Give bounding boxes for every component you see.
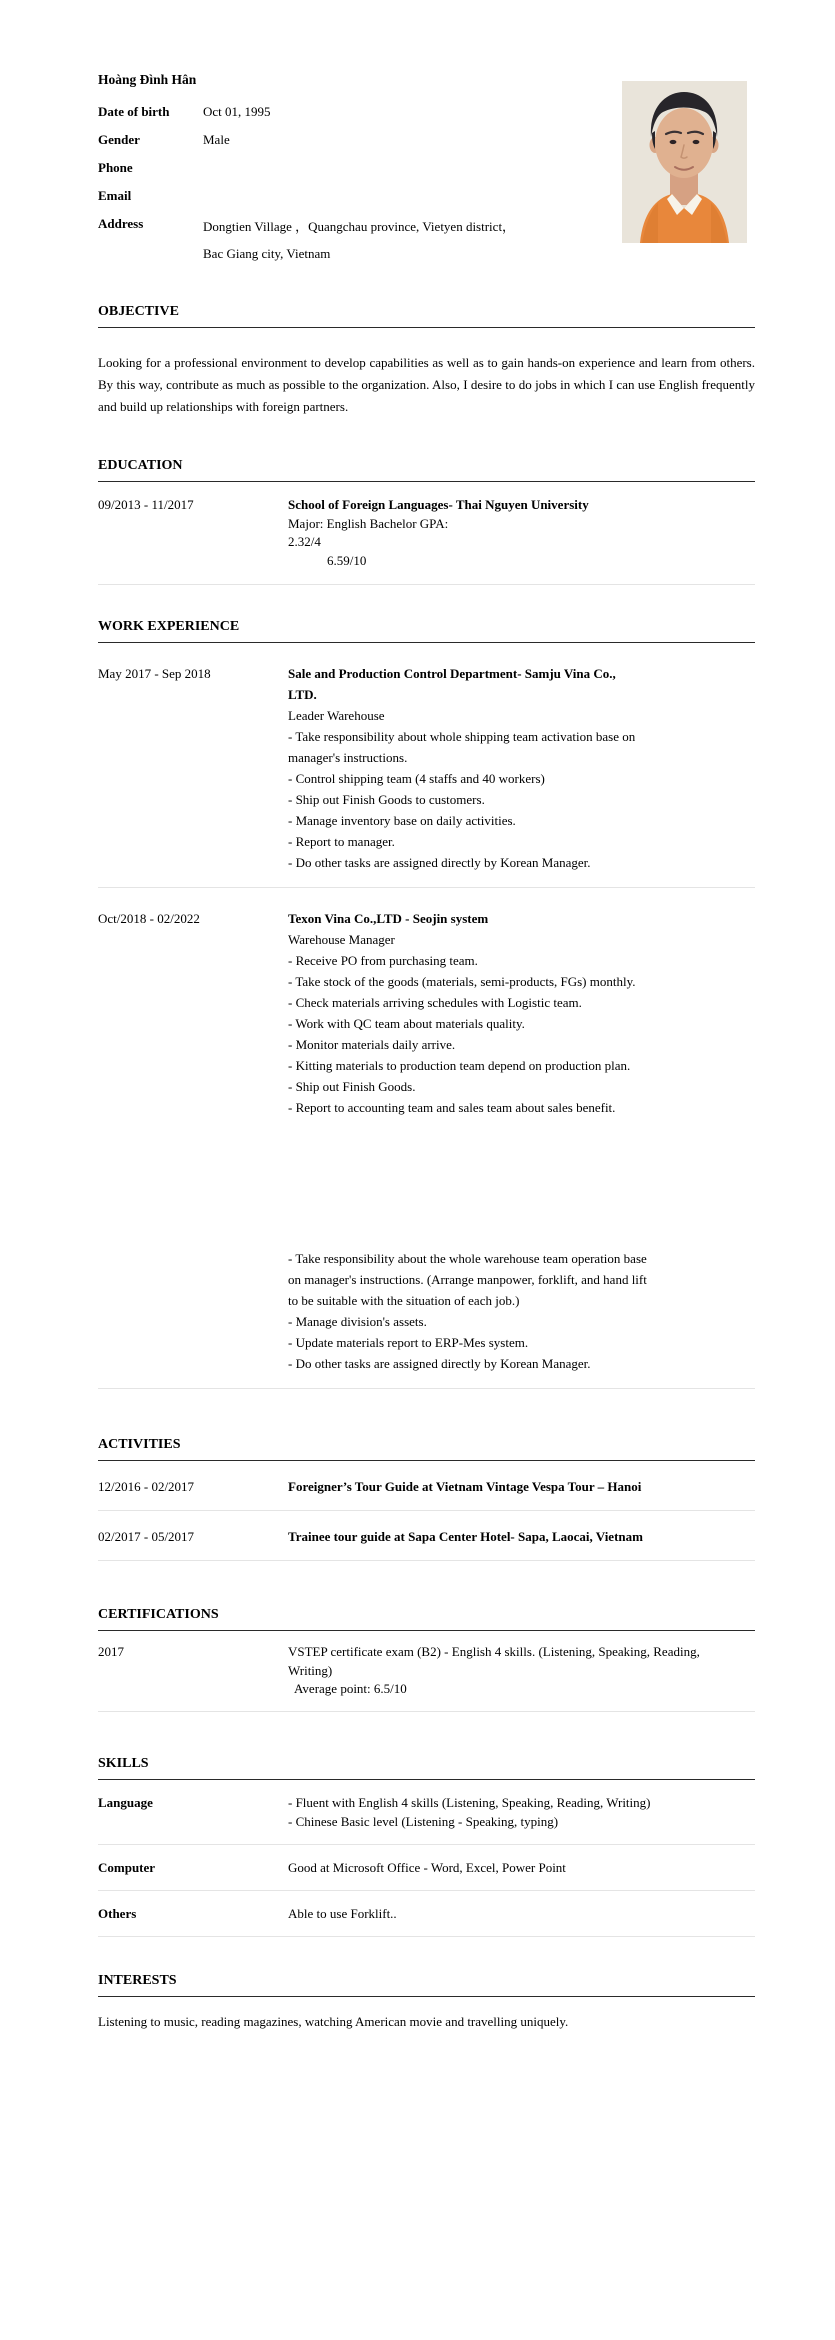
school-name: School of Foreign Languages- Thai Nguyen University bbox=[288, 497, 589, 512]
job-bullet: - Kitting materials to production team depend on production plan. bbox=[288, 1058, 631, 1073]
job-bullet: - Ship out Finish Goods. bbox=[288, 1079, 416, 1094]
section-title: EDUCATION bbox=[98, 458, 755, 482]
job-duties bbox=[288, 726, 660, 873]
info-row-phone bbox=[98, 160, 755, 176]
info-row-address bbox=[98, 216, 755, 262]
entry-date: 02/2017 - 05/2017 bbox=[98, 1529, 195, 1544]
section-title: WORK EXPERIENCE bbox=[98, 619, 755, 643]
entry-date: 2017 bbox=[98, 1644, 124, 1659]
skill-row-computer bbox=[98, 1845, 755, 1890]
job-company: Texon Vina Co.,LTD - Seojin system bbox=[288, 911, 489, 926]
skill-body bbox=[288, 1793, 755, 1831]
job-duties-continued bbox=[288, 1248, 660, 1374]
job-bullet: - Receive PO from purchasing team. bbox=[288, 953, 478, 968]
job-company: Sale and Production Control Department- Samju Vina Co., bbox=[288, 666, 616, 681]
resume-content bbox=[98, 0, 755, 2032]
job-bullet: - Update materials report to ERP-Mes system. bbox=[288, 1335, 529, 1350]
skill-body bbox=[288, 1858, 755, 1877]
entry-body bbox=[288, 908, 755, 1374]
job-bullet: - Check materials arriving schedules with Logistic team. bbox=[288, 995, 582, 1010]
certification-entry bbox=[98, 1631, 755, 1711]
info-value: Oct 01, 1995 bbox=[203, 104, 271, 119]
info-label: Address bbox=[98, 216, 144, 231]
info-row-email bbox=[98, 188, 755, 204]
entry-date: 12/2016 - 02/2017 bbox=[98, 1479, 195, 1494]
skill-body bbox=[288, 1904, 755, 1923]
divider bbox=[98, 1711, 755, 1712]
section-title: ACTIVITIES bbox=[98, 1437, 755, 1461]
skill-row-others bbox=[98, 1891, 755, 1936]
job-bullet: - Take responsibility about whole shipping team activation base on manager's instructions. bbox=[288, 729, 636, 765]
skill-line: Good at Microsoft Office - Word, Excel, Power Point bbox=[288, 1859, 566, 1875]
section-objective bbox=[98, 304, 755, 418]
objective-text: Looking for a professional environment to develop capabilities as well as to gain hands-on experience and learn from others. By this way, contribute as much as possible to the organization. Also, I desire to do jobs in which I can use English frequently and build up relationships with foreign partners. bbox=[98, 355, 755, 414]
skill-line: - Fluent with English 4 skills (Listening, Speaking, Reading, Writing) bbox=[288, 1794, 651, 1810]
section-work-experience bbox=[98, 619, 755, 1389]
job-bullet: - Do other tasks are assigned directly by Korean Manager. bbox=[288, 1356, 591, 1371]
info-label: Gender bbox=[98, 132, 140, 147]
job-role: Warehouse Manager bbox=[288, 932, 395, 947]
entry-date: 09/2013 - 11/2017 bbox=[98, 497, 194, 512]
job-bullet: - Manage division's assets. bbox=[288, 1314, 427, 1329]
skill-label: Others bbox=[98, 1905, 137, 1921]
job-entry-1 bbox=[98, 663, 755, 873]
job-bullet: - Take stock of the goods (materials, semi-products, FGs) monthly. bbox=[288, 974, 636, 989]
info-value bbox=[203, 216, 515, 262]
page-break-gap bbox=[288, 1118, 755, 1248]
section-interests bbox=[98, 1973, 755, 2032]
section-activities bbox=[98, 1437, 755, 1561]
certification-average: Average point: 6.5/10 bbox=[294, 1681, 407, 1696]
section-certifications bbox=[98, 1607, 755, 1712]
job-entry-2 bbox=[98, 908, 755, 1374]
info-row-gender bbox=[98, 132, 755, 148]
candidate-name: Hoàng Đình Hân bbox=[98, 72, 197, 87]
entry-body bbox=[288, 1643, 755, 1699]
skill-row-language bbox=[98, 1780, 755, 1844]
activity-title: Foreigner’s Tour Guide at Vietnam Vintage Vespa Tour – Hanoi bbox=[288, 1479, 642, 1494]
info-label: Email bbox=[98, 188, 132, 203]
job-duties bbox=[288, 950, 660, 1118]
job-bullet: - Take responsibility about the whole warehouse team operation base on manager's instructions. (Arrange manpower, forklift, and hand lift to be suitable with the situation of each job.) bbox=[288, 1251, 647, 1308]
entry-body bbox=[288, 663, 755, 873]
section-skills bbox=[98, 1756, 755, 1937]
job-bullet: - Control shipping team (4 staffs and 40 workers) bbox=[288, 771, 545, 786]
divider bbox=[98, 1560, 755, 1561]
skill-line: Able to use Forklift.. bbox=[288, 1905, 397, 1921]
job-company-cont: LTD. bbox=[288, 687, 317, 702]
certification-text: VSTEP certificate exam (B2) - English 4 skills. (Listening, Speaking, Reading, Writing) bbox=[288, 1644, 700, 1678]
activity-entry-1 bbox=[98, 1461, 755, 1510]
interests-text: Listening to music, reading magazines, watching American movie and travelling uniquely. bbox=[98, 2013, 569, 2029]
entry-date: May 2017 - Sep 2018 bbox=[98, 666, 211, 681]
job-bullet: - Ship out Finish Goods to customers. bbox=[288, 792, 485, 807]
section-title: INTERESTS bbox=[98, 1973, 755, 1997]
info-value: Male bbox=[203, 132, 230, 147]
address-line-1: Dongtien Village ，Quangchau province, Vietyen district， bbox=[203, 219, 516, 234]
job-bullet: - Report to accounting team and sales team about sales benefit. bbox=[288, 1100, 616, 1115]
section-title: CERTIFICATIONS bbox=[98, 1607, 755, 1631]
job-bullet: - Work with QC team about materials quality. bbox=[288, 1016, 525, 1031]
entry-date: Oct/2018 - 02/2022 bbox=[98, 911, 200, 926]
personal-info bbox=[98, 104, 755, 262]
section-title: SKILLS bbox=[98, 1756, 755, 1780]
gpa-10-scale: 6.59/10 bbox=[327, 552, 367, 568]
divider bbox=[98, 1936, 755, 1937]
job-bullet: - Do other tasks are assigned directly by Korean Manager. bbox=[288, 855, 591, 870]
job-bullet: - Report to manager. bbox=[288, 834, 395, 849]
address-line-2: Bac Giang city, Vietnam bbox=[203, 246, 331, 261]
activity-entry-2 bbox=[98, 1511, 755, 1560]
divider bbox=[98, 887, 755, 888]
major-line: Major: English Bachelor GPA: bbox=[288, 515, 449, 531]
education-entry bbox=[98, 496, 755, 570]
section-title: OBJECTIVE bbox=[98, 304, 755, 328]
divider bbox=[98, 584, 755, 585]
info-label: Phone bbox=[98, 160, 133, 175]
section-education bbox=[98, 458, 755, 585]
info-label: Date of birth bbox=[98, 104, 170, 119]
skill-line: - Chinese Basic level (Listening - Speaking, typing) bbox=[288, 1813, 559, 1829]
skill-label: Computer bbox=[98, 1859, 156, 1875]
activity-title: Trainee tour guide at Sapa Center Hotel- Sapa, Laocai, Vietnam bbox=[288, 1529, 643, 1544]
divider bbox=[98, 1388, 755, 1389]
job-bullet: - Manage inventory base on daily activities. bbox=[288, 813, 516, 828]
job-role: Leader Warehouse bbox=[288, 708, 385, 723]
gpa-4-scale: 2.32/4 bbox=[288, 534, 321, 549]
entry-body bbox=[288, 496, 755, 570]
skill-label: Language bbox=[98, 1794, 153, 1810]
job-bullet: - Monitor materials daily arrive. bbox=[288, 1037, 456, 1052]
info-row-date-of-birth bbox=[98, 104, 755, 120]
